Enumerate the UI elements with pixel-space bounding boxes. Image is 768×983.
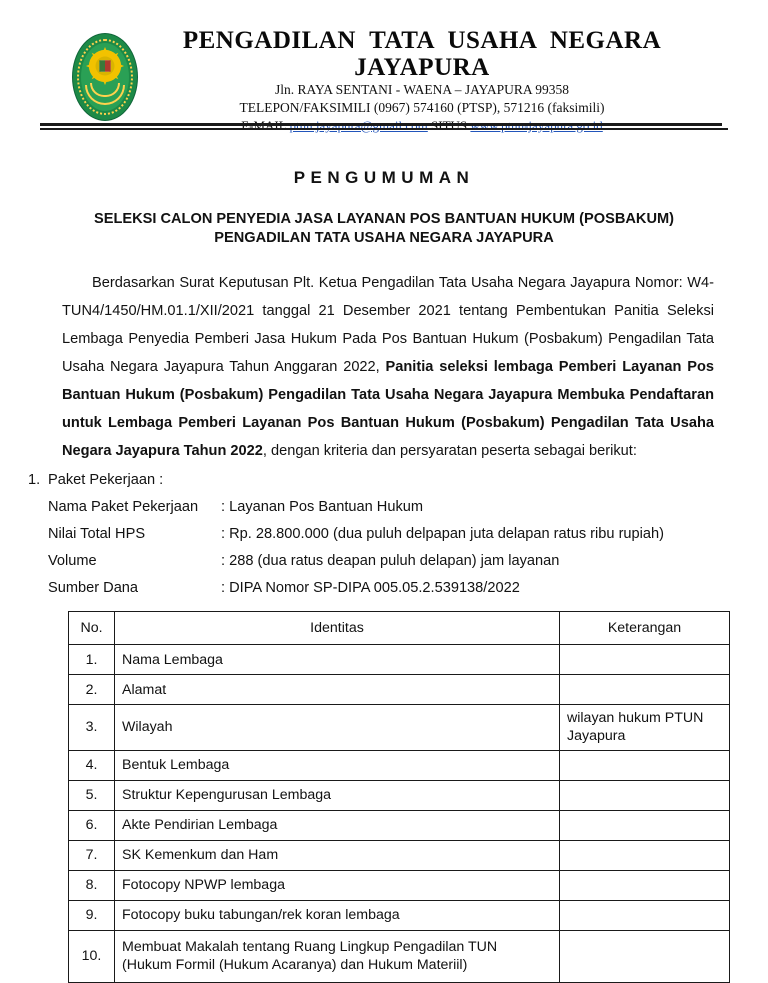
header-no: No.: [69, 612, 115, 645]
row-keterangan: wilayan hukum PTUN Jayapura: [560, 705, 730, 750]
emblem-star-icon: [86, 47, 124, 85]
paket-detail-value: : 288 (dua ratus deapan puluh delapan) jam layanan: [221, 552, 560, 569]
paket-detail-label: Nilai Total HPS: [48, 525, 146, 542]
intro-text-part2: , dengan kriteria dan persyaratan peserta sebagai berikut:: [262, 442, 637, 459]
row-no: 9.: [69, 900, 115, 930]
table-row: [69, 780, 730, 810]
row-no: 5.: [69, 780, 115, 810]
row-no: 10.: [69, 930, 115, 982]
table-row: [69, 675, 730, 705]
table-row: [69, 750, 730, 780]
page-title: PENGUMUMAN: [293, 168, 475, 187]
table-row: [69, 840, 730, 870]
table-row: [69, 810, 730, 840]
court-name: PENGADILAN TATA USAHA NEGARA JAYAPURA: [182, 27, 662, 81]
row-no: 3.: [69, 705, 115, 750]
subtitle-line-2: PENGADILAN TATA USAHA NEGARA JAYAPURA: [214, 230, 554, 247]
row-keterangan: [560, 645, 730, 675]
paket-heading: Paket Pekerjaan :: [48, 471, 164, 488]
row-no: 6.: [69, 810, 115, 840]
subtitle-line-1: SELEKSI CALON PENYEDIA JASA LAYANAN POS BANTUAN HUKUM (POSBAKUM): [93, 211, 674, 227]
paket-pekerjaan-section: [0, 472, 768, 603]
row-keterangan: [560, 930, 730, 982]
paket-detail-row: [48, 575, 768, 602]
letterhead: [0, 0, 768, 118]
intro-text-part1: Berdasarkan Surat Keputusan Plt. Ketua Pengadilan Tata Usaha Negara Jayapura Nomor: W4-TUN4/1450/HM.01.1/XII/2021 tanggal 21 Desember 2021 tentang Pembentukan Panitia Seleksi Lembaga Penyedia Pemberi Jasa Hukum Pada Pos Bantuan Hukum (Posbakum) Pengadilan Tata Usaha Negara Jayapura Tahun Anggaran 2022,: [62, 274, 714, 375]
row-keterangan: [560, 750, 730, 780]
divider-thick-line: [40, 123, 722, 126]
court-phone: TELEPON/FAKSIMILI (0967) 574160 (PTSP), 571216 (faksimili): [239, 99, 605, 115]
paket-detail-row: [48, 521, 768, 548]
row-identitas: Nama Lembaga: [115, 645, 560, 675]
row-no: 2.: [69, 675, 115, 705]
table-header-row: [69, 612, 730, 645]
row-no: 8.: [69, 870, 115, 900]
requirements-table-wrapper: [68, 611, 730, 982]
row-no: 7.: [69, 840, 115, 870]
page-subtitle: [0, 210, 768, 249]
court-address: Jln. RAYA SENTANI - WAENA – JAYAPURA 99358: [275, 82, 569, 97]
header-keterangan: Keterangan: [560, 612, 730, 645]
header-identitas: Identitas: [115, 612, 560, 645]
table-row: [69, 645, 730, 675]
paket-detail-row: [48, 548, 768, 575]
header-divider: [40, 123, 728, 132]
paket-detail-label: Sumber Dana: [48, 580, 139, 597]
requirements-table: [68, 611, 730, 982]
row-identitas: SK Kemenkum dan Ham: [115, 840, 560, 870]
row-identitas: [115, 930, 560, 982]
table-row: [69, 870, 730, 900]
ptun-jayapura-emblem-icon: [72, 33, 138, 121]
row-keterangan: [560, 675, 730, 705]
table-row: [69, 900, 730, 930]
row-keterangan: [560, 870, 730, 900]
row-keterangan: [560, 840, 730, 870]
row-keterangan: [560, 900, 730, 930]
row-identitas-line-2: (Hukum Formil (Hukum Acaranya) dan Hukum Materiil): [122, 957, 468, 974]
divider-thin-line: [40, 128, 728, 130]
paket-detail-list: [48, 494, 768, 603]
row-no: 1.: [69, 645, 115, 675]
row-identitas: Wilayah: [115, 705, 560, 750]
letterhead-text: [158, 28, 728, 134]
row-identitas: Struktur Kepengurusan Lembaga: [115, 780, 560, 810]
intro-text-bold: Panitia seleksi lembaga Pemberi Layanan Pos Bantuan Hukum (Posbakum) Pengadilan Tata Usaha Negara Jayapura Membuka Pendaftaran untuk Lembaga Pemberi Layanan Pos Bantuan Hukum (Posbakum) Pengadilan Tata Usaha Negara Jayapura Tahun 2022: [62, 358, 714, 459]
intro-paragraph: [62, 269, 728, 465]
table-row: [69, 705, 730, 750]
row-keterangan: [560, 810, 730, 840]
row-identitas: Akte Pendirian Lembaga: [115, 810, 560, 840]
paket-detail-value: : Rp. 28.800.000 (dua puluh delpapan juta delapan ratus ribu rupiah): [221, 525, 665, 542]
row-identitas: Bentuk Lembaga: [115, 750, 560, 780]
paket-detail-row: [48, 494, 768, 521]
paket-detail-value: : Layanan Pos Bantuan Hukum: [221, 498, 424, 515]
row-no: 4.: [69, 750, 115, 780]
row-identitas: Alamat: [115, 675, 560, 705]
row-keterangan: [560, 780, 730, 810]
row-identitas: Fotocopy buku tabungan/rek koran lembaga: [115, 900, 560, 930]
paket-detail-value: : DIPA Nomor SP-DIPA 005.05.2.539138/2022: [221, 580, 520, 597]
paket-detail-label: Nama Paket Pekerjaan: [48, 498, 199, 515]
paket-detail-label: Volume: [48, 552, 97, 569]
paket-number: 1.: [28, 471, 41, 488]
table-row: [69, 930, 730, 982]
row-identitas-line-1: Membuat Makalah tentang Ruang Lingkup Pengadilan TUN: [122, 938, 498, 955]
row-identitas: Fotocopy NPWP lembaga: [115, 870, 560, 900]
